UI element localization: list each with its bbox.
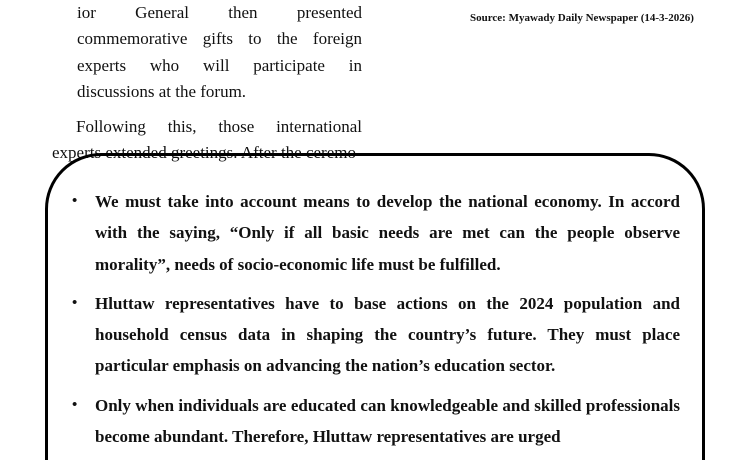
highlight-item-text: We must take into account means to develop the national economy. In accord with the saying, “Only if all basic needs are met can the people observe morality”, needs of socio-economic life must be fulfilled.	[95, 192, 680, 274]
highlight-list	[72, 186, 680, 460]
article-column	[52, 0, 362, 167]
bullet-icon: •	[72, 294, 78, 311]
source-citation: Source: Myawady Daily Newspaper (14-3-2026)	[470, 12, 694, 24]
article-paragraph-next: Following this, those international experts extended greetings. After the ceremo-	[52, 116, 362, 162]
highlight-item	[72, 288, 680, 382]
highlight-item-text: Hluttaw representatives have to base actions on the 2024 population and household census data in shaping the country’s future. They must place particular emphasis on advancing the nation’s education sector.	[95, 293, 680, 376]
article-paragraph-continued: ior General then presented commemorative gifts to the foreign experts who will participate in discussions at the forum.	[77, 2, 362, 101]
highlight-item	[72, 186, 680, 280]
highlight-item	[72, 390, 680, 453]
bullet-icon: •	[72, 396, 78, 413]
bullet-icon: •	[72, 193, 78, 209]
highlight-item-text: Only when individuals are educated can knowledgeable and skilled professionals become abundant. Therefore, Hluttaw representatives are urged	[95, 395, 680, 447]
